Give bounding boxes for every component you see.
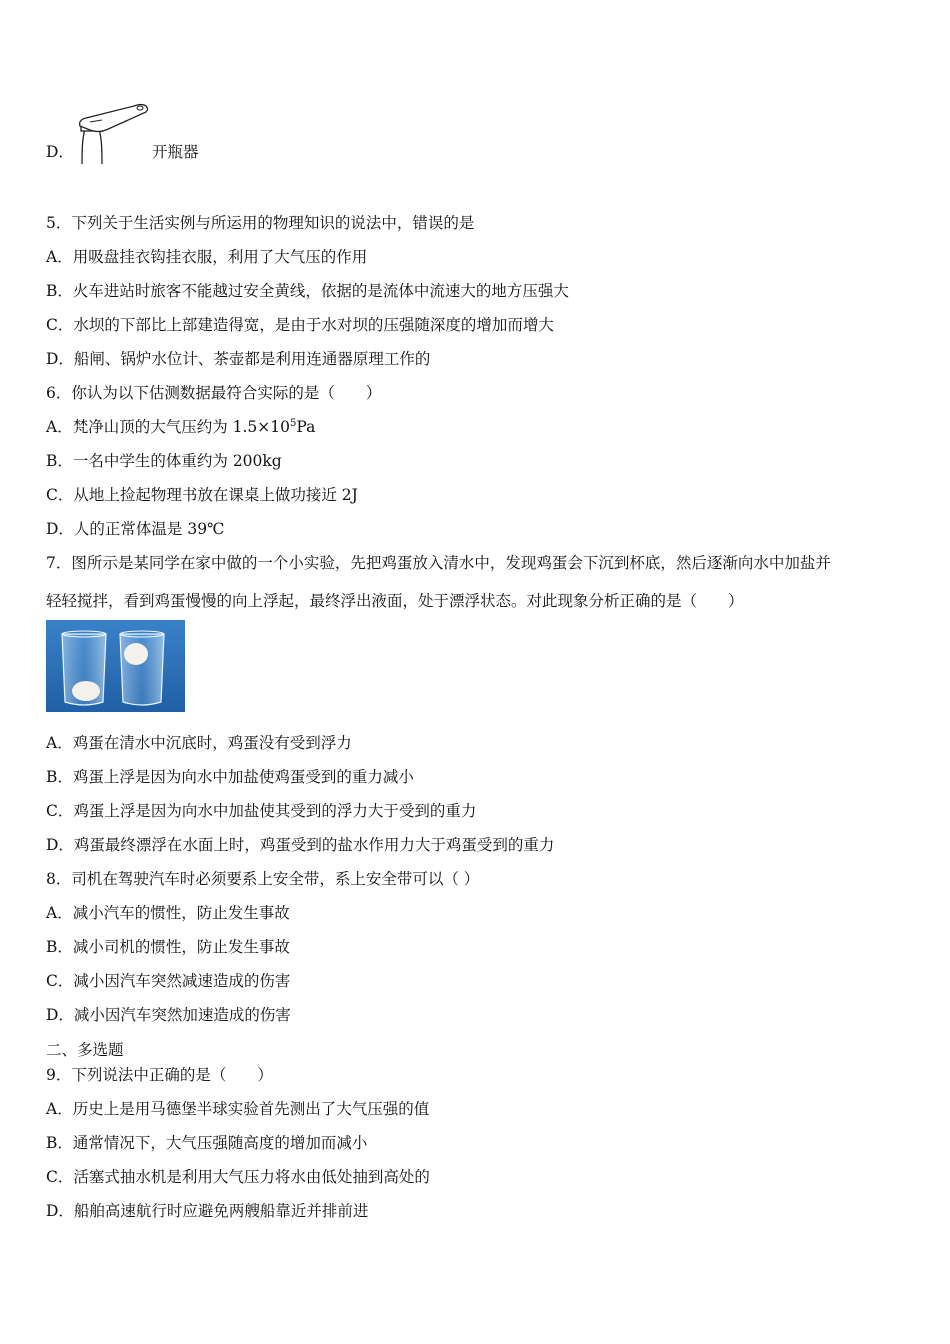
q7-stem-line2: 轻轻搅拌，看到鸡蛋慢慢的向上浮起，最终浮出液面，处于漂浮状态。对此现象分析正确的是（ ） [46, 592, 744, 610]
q7-option-b: B．鸡蛋上浮是因为向水中加盐使鸡蛋受到的重力减小 [46, 768, 414, 786]
q8-option-b: B．减小司机的惯性，防止发生事故 [46, 938, 290, 956]
section-heading-multiple-choice: 二、多选题 [46, 1041, 124, 1059]
q5-option-b: B．火车进站时旅客不能越过安全黄线，依据的是流体中流速大的地方压强大 [46, 282, 569, 300]
q9-stem: 9．下列说法中正确的是（ ） [46, 1066, 273, 1084]
q8-option-a: A．减小汽车的惯性，防止发生事故 [46, 904, 290, 922]
q5-stem: 5．下列关于生活实例与所运用的物理知识的说法中，错误的是 [46, 214, 475, 232]
q7-option-d: D．鸡蛋最终漂浮在水面上时，鸡蛋受到的盐水作用力大于鸡蛋受到的重力 [46, 836, 555, 854]
q5-option-c: C．水坝的下部比上部建造得宽，是由于水对坝的压强随深度的增加而增大 [46, 316, 554, 334]
bottle-opener-icon [76, 100, 152, 164]
q6-option-d: D．人的正常体温是 39℃ [46, 520, 225, 538]
q6-option-b: B．一名中学生的体重约为 200kg [46, 452, 282, 470]
q5-option-d: D．船闸、锅炉水位计、茶壶都是利用连通器原理工作的 [46, 350, 431, 368]
q4-option-d-label: D． [46, 143, 74, 161]
q5-option-a: A．用吸盘挂衣钩挂衣服，利用了大气压的作用 [46, 248, 368, 266]
q9-option-d: D．船舶高速航行时应避免两艘船靠近并排前进 [46, 1202, 369, 1220]
q8-option-d: D．减小因汽车突然加速造成的伤害 [46, 1006, 291, 1024]
q6-option-a [46, 415, 315, 437]
q9-option-c: C．活塞式抽水机是利用大气压力将水由低处抽到高处的 [46, 1168, 430, 1186]
q9-option-b: B．通常情况下，大气压强随高度的增加而减小 [46, 1134, 368, 1152]
q7-option-a: A．鸡蛋在清水中沉底时，鸡蛋没有受到浮力 [46, 734, 352, 752]
q6-option-c: C．从地上捡起物理书放在课桌上做功接近 2J [46, 486, 358, 504]
q4-option-d-text: 开瓶器 [152, 143, 199, 161]
q6-option-a-text: A．梵净山顶的大气压约为 1.5×10 [46, 418, 290, 436]
q8-option-c: C．减小因汽车突然减速造成的伤害 [46, 972, 291, 990]
q8-stem: 8．司机在驾驶汽车时必须要系上安全带，系上安全带可以（ ） [46, 870, 480, 888]
q7-stem-line1: 7．图所示是某同学在家中做的一个小实验，先把鸡蛋放入清水中，发现鸡蛋会下沉到杯底，然后逐渐向水中加盐并 [46, 554, 831, 572]
egg-experiment-photo [46, 620, 185, 712]
q7-option-c: C．鸡蛋上浮是因为向水中加盐使其受到的浮力大于受到的重力 [46, 802, 477, 820]
q6-option-a-unit: Pa [296, 418, 316, 436]
q6-stem: 6．你认为以下估测数据最符合实际的是（ ） [46, 384, 382, 402]
q6-option-a-exponent: 5 [289, 417, 297, 429]
q9-option-a: A．历史上是用马德堡半球实验首先测出了大气压强的值 [46, 1100, 430, 1118]
